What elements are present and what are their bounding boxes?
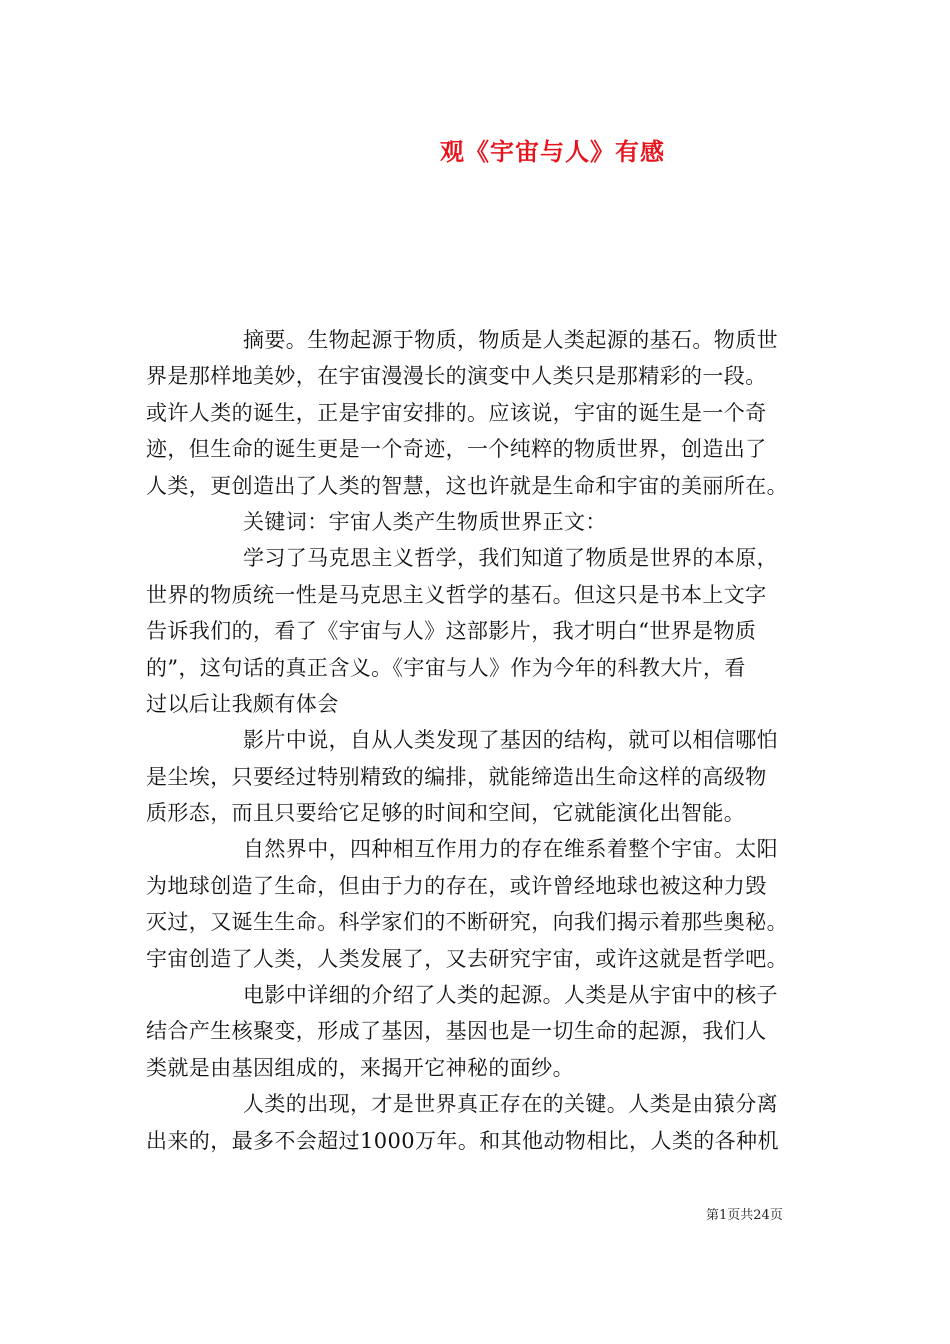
paragraph-line: 灭过，又诞生生命。科学家们的不断研究，向我们揭示着那些奥秘。 — [146, 910, 788, 935]
paragraph-line: 迹，但生命的诞生更是一个奇迹，一个纯粹的物质世界，创造出了 — [146, 437, 767, 462]
paragraph-line: 界是那样地美妙，在宇宙漫漫长的演变中人类只是那精彩的一段。 — [146, 364, 767, 389]
paragraph-line: 人类的出现，才是世界真正存在的关键。人类是由猿分离 — [243, 1092, 778, 1117]
paragraph-line: 世界的物质统一性是马克思主义哲学的基石。但这只是书本上文字 — [146, 582, 767, 607]
paragraph-line: 影片中说，自从人类发现了基因的结构，就可以相信哪怕 — [243, 728, 778, 753]
paragraph-line: 过以后让我颇有体会 — [146, 691, 339, 716]
paragraph-line: 的”，这句话的真正含义。《宇宙与人》作为今年的科教大片，看 — [146, 655, 746, 680]
paragraph-line: 或许人类的诞生，正是宇宙安排的。应该说，宇宙的诞生是一个奇 — [146, 400, 767, 425]
paragraph-line: 为地球创造了生命，但由于力的存在，或许曾经地球也被这种力毁 — [146, 873, 767, 898]
paragraph-line: 人类，更创造出了人类的智慧，这也许就是生命和宇宙的美丽所在。 — [146, 473, 788, 498]
paragraph-line: 质形态，而且只要给它足够的时间和空间，它就能演化出智能。 — [146, 801, 746, 826]
paragraph-line: 电影中详细的介绍了人类的起源。人类是从宇宙中的核子 — [243, 983, 778, 1008]
paragraph-line: 出来的，最多不会超过1000万年。和其他动物相比，人类的各种机 — [146, 1128, 779, 1153]
paragraph-line: 学习了马克思主义哲学，我们知道了物质是世界的本原， — [243, 546, 778, 571]
page-number: 第1页共24页 — [706, 1208, 783, 1223]
paragraph-line: 自然界中，四种相互作用力的存在维系着整个宇宙。太阳 — [243, 837, 778, 862]
paragraph-line: 是尘埃，只要经过特别精致的编排，就能缔造出生命这样的高级物 — [146, 764, 767, 789]
document-title: 观《宇宙与人》有感 — [440, 137, 665, 166]
document-body — [146, 322, 816, 1159]
paragraph-line: 结合产生核聚变，形成了基因，基因也是一切生命的起源，我们人 — [146, 1019, 767, 1044]
paragraph-line: 宇宙创造了人类，人类发展了，又去研究宇宙，或许这就是哲学吧。 — [146, 946, 788, 971]
paragraph-line: 告诉我们的，看了《宇宙与人》这部影片，我才明白“世界是物质 — [146, 619, 757, 644]
paragraph-line: 摘要。生物起源于物质，物质是人类起源的基石。物质世 — [243, 328, 778, 352]
paragraph-line: 类就是由基因组成的，来揭开它神秘的面纱。 — [146, 1055, 574, 1080]
keywords-line: 关键词：宇宙人类产生物质世界正文： — [243, 509, 607, 534]
